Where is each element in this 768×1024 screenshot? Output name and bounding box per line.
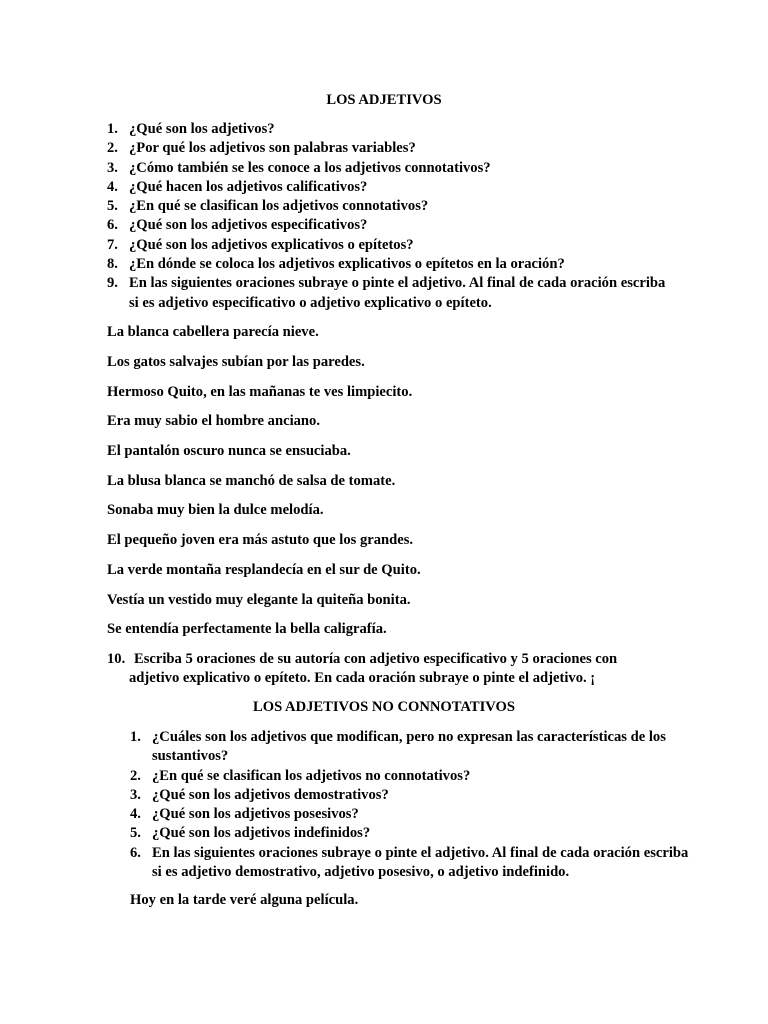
question-item (107, 178, 667, 197)
exercise-sentence: Se entendía perfectamente la bella caligrafía. (107, 621, 387, 637)
question-text: Escriba 5 oraciones de su autoría con adjetivo especificativo y 5 oraciones con adjetivo explicativo o epíteto. En cada oración subraye o pinte el adjetivo. ¡ (129, 651, 618, 687)
question-item (107, 139, 667, 158)
question-text: ¿Cómo también se les conoce a los adjetivos connotativos? (129, 159, 491, 176)
question-number: 2. (107, 140, 118, 157)
question-item (107, 255, 667, 274)
question-text: ¿Qué son los adjetivos demostrativos? (152, 786, 389, 803)
exercise-sentence: Los gatos salvajes subían por las paredes. (107, 354, 365, 370)
question-item (107, 197, 667, 216)
question-text: ¿Qué son los adjetivos especificativos? (129, 217, 368, 234)
question-number: 2. (130, 767, 141, 784)
question-item (130, 844, 690, 883)
question-item (107, 216, 667, 235)
question-item (130, 786, 690, 805)
exercise-sentence: Vestía un vestido muy elegante la quiteña bonita. (107, 592, 411, 608)
section-1-title: LOS ADJETIVOS (326, 92, 442, 108)
question-number: 3. (107, 159, 118, 176)
question-text: En las siguientes oraciones subraye o pinte el adjetivo. Al final de cada oración escriba si es adjetivo especificativo o adjetivo explicativo o epíteto. (129, 275, 666, 311)
question-text: En las siguientes oraciones subraye o pinte el adjetivo. Al final de cada oración escriba si es adjetivo demostrativo, adjetivo posesivo, o adjetivo indefinido. (152, 844, 689, 881)
section-1-question-list (107, 120, 667, 313)
question-text: ¿Qué son los adjetivos explicativos o epítetos? (129, 236, 414, 253)
section-2-title: LOS ADJETIVOS NO CONNOTATIVOS (252, 699, 516, 715)
question-number: 6. (130, 844, 141, 861)
question-number: 3. (130, 786, 141, 803)
question-item (130, 728, 690, 767)
exercise-sentence: Era muy sabio el hombre anciano. (107, 413, 320, 429)
question-number: 5. (130, 825, 141, 842)
question-number: 8. (107, 256, 118, 273)
question-text: ¿Qué hacen los adjetivos calificativos? (129, 178, 368, 195)
question-text: ¿En qué se clasifican los adjetivos no connotativos? (152, 767, 471, 784)
section-2-question-list (130, 728, 690, 882)
question-number: 6. (107, 217, 118, 234)
question-text: ¿Qué son los adjetivos? (129, 121, 275, 137)
question-text: ¿Qué son los adjetivos indefinidos? (152, 825, 371, 842)
question-item (107, 159, 667, 178)
question-number: 10. (107, 651, 126, 667)
exercise-sentence: La verde montaña resplandecía en el sur de Quito. (107, 562, 421, 578)
question-number: 1. (107, 121, 118, 137)
exercise-sentence: Sonaba muy bien la dulce melodía. (107, 502, 324, 518)
exercise-sentence: La blusa blanca se manchó de salsa de tomate. (107, 473, 396, 489)
question-item (107, 236, 667, 255)
question-number: 7. (107, 236, 118, 253)
question-10 (107, 650, 667, 689)
question-item (107, 120, 667, 139)
exercise-sentence: Hermoso Quito, en las mañanas te ves limpiecito. (107, 384, 413, 400)
question-item (130, 767, 690, 786)
question-text: ¿En dónde se coloca los adjetivos explicativos o epítetos en la oración? (129, 256, 565, 273)
question-item (107, 274, 667, 313)
question-number: 4. (130, 806, 141, 823)
exercise-sentence: El pantalón oscuro nunca se ensuciaba. (107, 443, 351, 459)
question-text: ¿Por qué los adjetivos son palabras variables? (129, 140, 416, 157)
question-text: ¿Cuáles son los adjetivos que modifican, pero no expresan las características de los sustantivos? (152, 729, 666, 765)
question-item (130, 824, 690, 843)
exercise-sentence: La blanca cabellera parecía nieve. (107, 324, 319, 340)
question-number: 1. (130, 729, 141, 745)
exercise-sentence: Hoy en la tarde veré alguna película. (130, 892, 359, 908)
question-text: ¿Qué son los adjetivos posesivos? (152, 806, 359, 823)
exercise-sentence: El pequeño joven era más astuto que los grandes. (107, 532, 414, 548)
question-text: ¿En qué se clasifican los adjetivos connotativos? (129, 198, 429, 215)
question-number: 5. (107, 198, 118, 215)
question-item (130, 805, 690, 824)
question-number: 4. (107, 178, 118, 195)
question-number: 9. (107, 275, 118, 292)
